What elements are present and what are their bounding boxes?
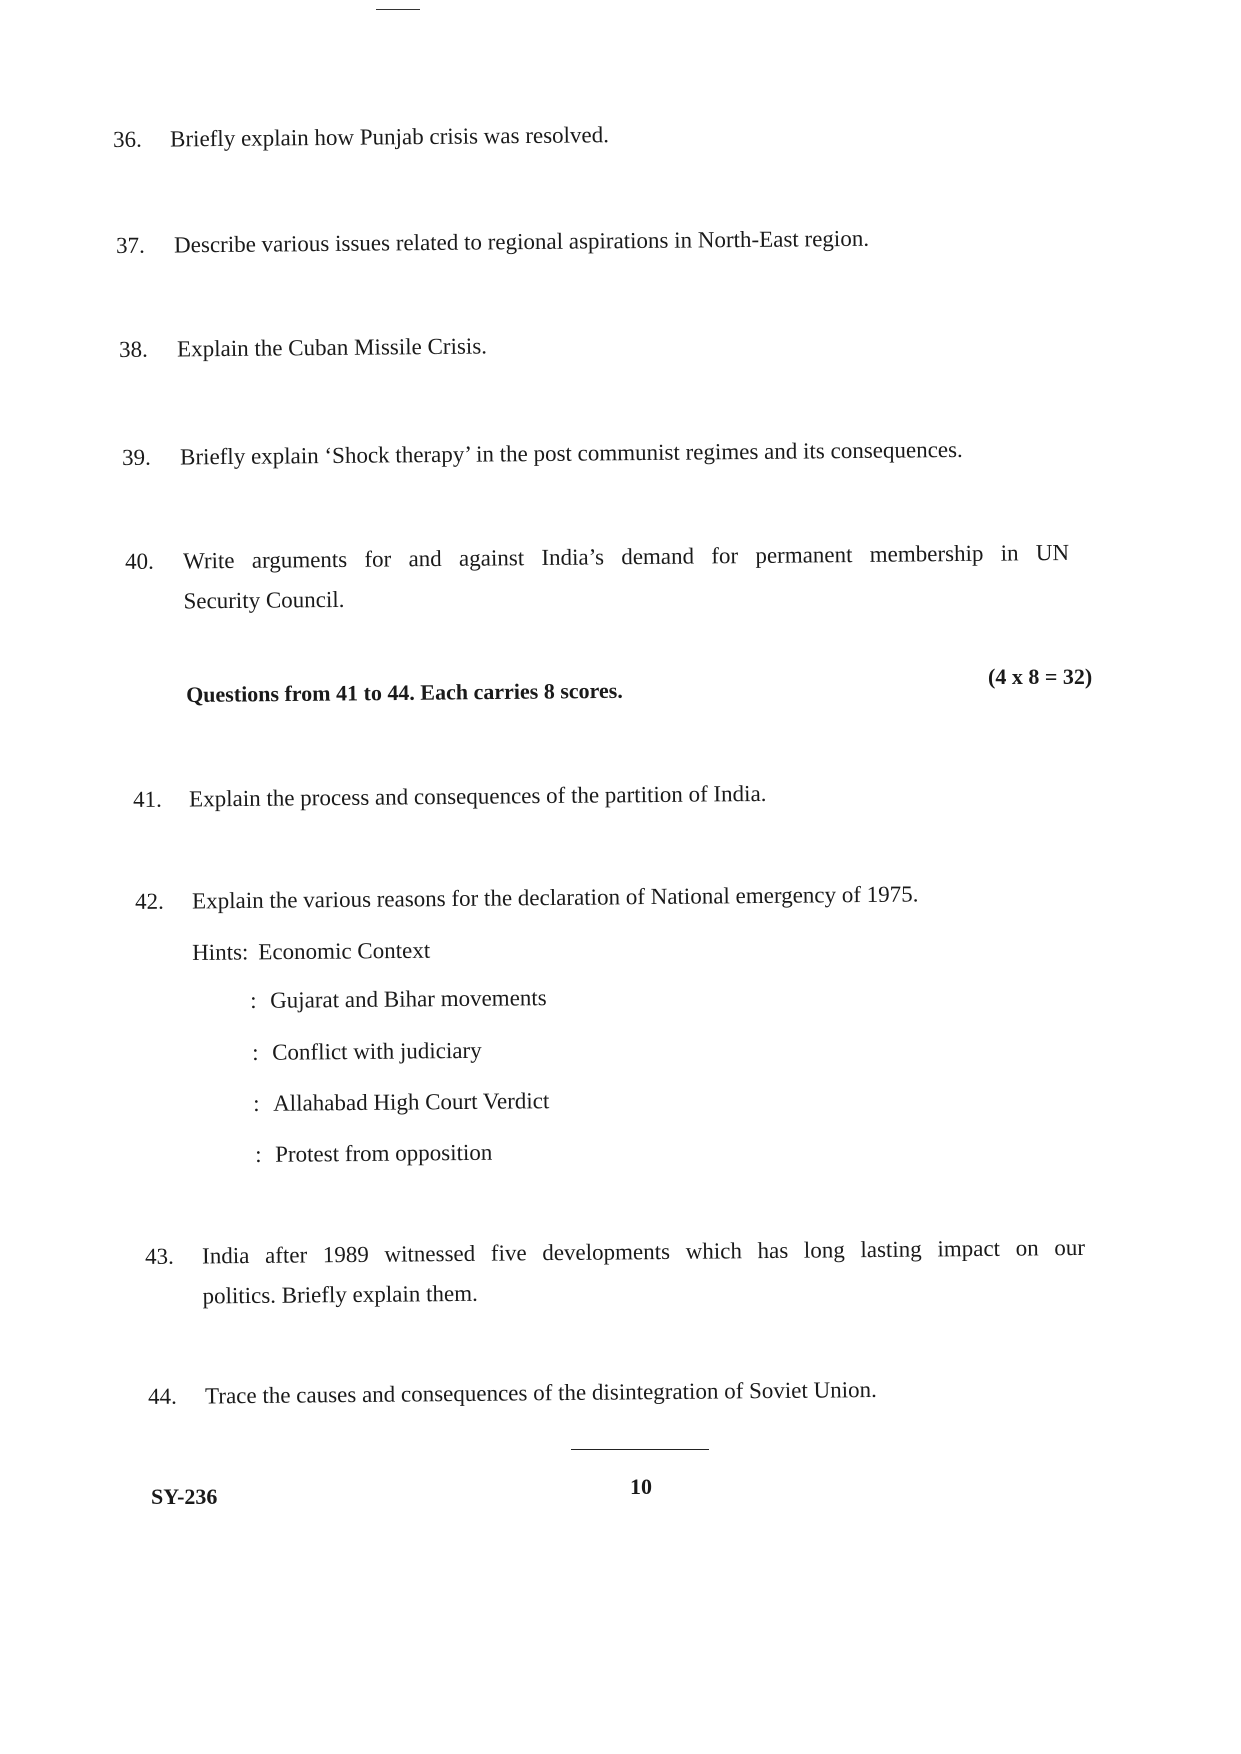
question-number: 37. [115,232,145,258]
hints-separator: : [241,939,249,965]
hint-row [252,1038,482,1066]
hint-separator: : [252,1039,259,1065]
hint-item: Gujarat and Bihar movements [269,985,547,1013]
question-text: Explain the process and consequences of the partition of India. [188,780,767,812]
hint-item: Allahabad High Court Verdict [272,1088,550,1116]
question-text-line-1: Write arguments for and against India’s demand for permanent membership in UN [182,539,1070,574]
question-text: Explain the Cuban Missile Crisis. [176,333,488,362]
paper-code: SY-236 [151,1484,218,1509]
question-text-line-2: Security Council. [183,586,345,614]
question-number: 36. [112,126,142,152]
question-text: Describe various issues related to regional aspirations in North-East region. [173,225,870,258]
question-text: Briefly explain ‘Shock therapy’ in the post communist regimes and its consequences. [179,436,963,470]
top-rule [376,9,420,10]
question-number: 41. [132,786,162,812]
question-number: 38. [118,336,148,362]
question-text: Explain the various reasons for the declaration of National emergency of 1975. [191,881,919,914]
hint-row [250,985,547,1014]
hint-item: Conflict with judiciary [271,1037,482,1065]
question-text-line-1: India after 1989 witnessed five developments which has long lasting impact on our [201,1234,1086,1269]
section-marks: (4 x 8 = 32) [988,664,1093,689]
hints-label-row [192,938,430,966]
question-number: 40. [124,548,154,574]
question-43 [144,1234,1086,1309]
hint-row [255,1140,492,1168]
question-number: 44. [147,1383,177,1409]
hint-row [253,1088,549,1117]
question-text-line-2: politics. Briefly explain them. [202,1280,478,1309]
hint-separator: : [253,1090,260,1116]
question-number: 43. [144,1243,174,1269]
section-heading: Questions from 41 to 44. Each carries 8 scores. [186,677,623,707]
hint-separator: : [250,987,257,1013]
question-number: 39. [121,444,151,470]
hint-item: Protest from opposition [274,1139,493,1167]
question-text: Briefly explain how Punjab crisis was resolved. [169,122,610,152]
hints-label: Hints [192,939,243,965]
hint-item: Economic Context [258,937,431,965]
question-40 [124,539,1070,614]
page-number: 10 [630,1474,652,1499]
hint-separator: : [255,1141,262,1167]
question-number: 42. [134,888,164,914]
footer-rule [571,1449,709,1450]
question-text: Trace the causes and consequences of the disintegration of Soviet Union. [204,1377,877,1409]
